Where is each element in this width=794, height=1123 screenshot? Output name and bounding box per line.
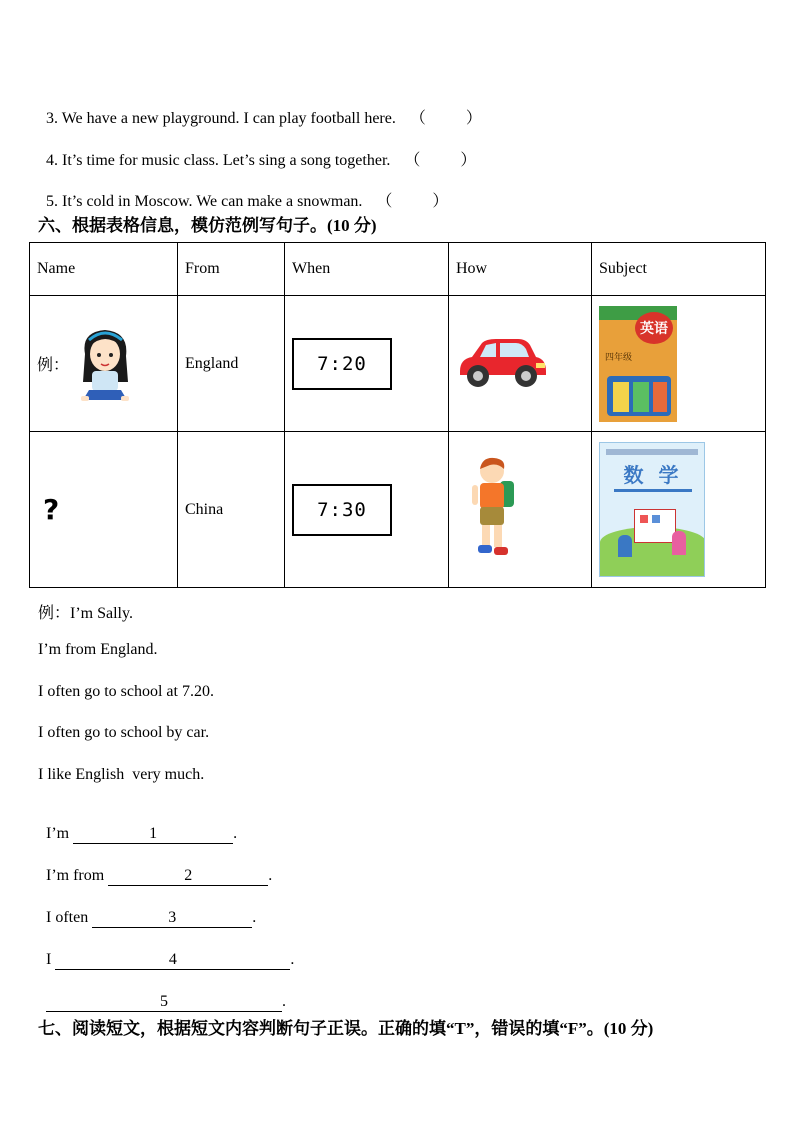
header-subject: Subject: [592, 243, 766, 296]
question-text: 5. It’s cold in Moscow. We can make a snowman.: [46, 193, 363, 210]
example-label: 例：: [37, 357, 70, 374]
header-how: How: [449, 243, 592, 296]
clock-display: 7:30: [292, 484, 392, 536]
book-title: 英语: [635, 312, 673, 344]
header-from: From: [178, 243, 285, 296]
blank-field[interactable]: 3: [92, 909, 252, 928]
example-line-1: 例：I’m Sally.: [38, 605, 133, 622]
blank-prefix: I’m from: [46, 867, 105, 884]
example-line-5: I like English very much.: [38, 766, 205, 783]
table-header-row: [30, 243, 766, 296]
how-cell: [449, 296, 592, 432]
clock-display: 7:20: [292, 338, 392, 390]
section-7-title: 七、阅读短文，根据短文内容判断句子正误。正确的填“T”，错误的填“F”。(10 分): [38, 1019, 654, 1038]
question-4: [38, 129, 476, 170]
example-line-2: I’m from England.: [38, 641, 158, 658]
question-text: 3. We have a new playground. I can play football here.: [46, 110, 396, 127]
question-text: 4. It’s time for music class. Let’s sing a song together.: [46, 152, 391, 169]
table-row: [30, 296, 766, 432]
from-cell: China: [178, 432, 285, 588]
when-cell: [285, 432, 449, 588]
when-cell: [285, 296, 449, 432]
subject-cell: [592, 296, 766, 432]
book-title: 数 学: [623, 463, 683, 487]
blank-field[interactable]: 1: [73, 825, 233, 844]
subject-cell: [592, 432, 766, 588]
header-when: When: [285, 243, 449, 296]
walking-boy-icon: [464, 455, 524, 559]
answer-paren[interactable]: （ ）: [376, 193, 449, 210]
blank-line-1: I’m 1 .: [46, 825, 238, 842]
blank-field[interactable]: 5: [46, 993, 282, 1012]
book-grade: 四年级: [605, 352, 633, 363]
blank-prefix: I: [46, 951, 52, 968]
blank-field[interactable]: 4: [55, 951, 290, 970]
question-mark: ?: [43, 493, 60, 526]
section-6-title: 六、根据表格信息，模仿范例写句子。(10 分): [38, 216, 377, 235]
table-row: [30, 432, 766, 588]
car-icon: [456, 331, 548, 391]
blank-line-3: I often 3 .: [46, 909, 257, 926]
blank-line-5: 5 .: [38, 975, 286, 1012]
header-name: Name: [30, 243, 178, 296]
english-book-icon: [599, 306, 677, 422]
blank-line-4: I 4 .: [46, 951, 295, 968]
math-book-icon: [599, 442, 705, 577]
blank-field[interactable]: 2: [108, 867, 268, 886]
answer-paren[interactable]: （ ）: [409, 110, 482, 127]
info-table: [29, 242, 766, 588]
answer-paren[interactable]: （ ）: [404, 152, 477, 169]
blank-prefix: I often: [46, 909, 89, 926]
from-cell: England: [178, 296, 285, 432]
girl-icon: [71, 324, 141, 404]
name-cell: [30, 432, 178, 588]
question-3: [38, 87, 482, 128]
example-line-4: I often go to school by car.: [38, 724, 210, 741]
how-cell: [449, 432, 592, 588]
blank-prefix: I’m: [46, 825, 70, 842]
name-cell: [30, 296, 178, 432]
question-5: [38, 170, 448, 211]
example-line-3: I often go to school at 7.20.: [38, 683, 214, 700]
blank-line-2: I’m from 2 .: [46, 867, 273, 884]
